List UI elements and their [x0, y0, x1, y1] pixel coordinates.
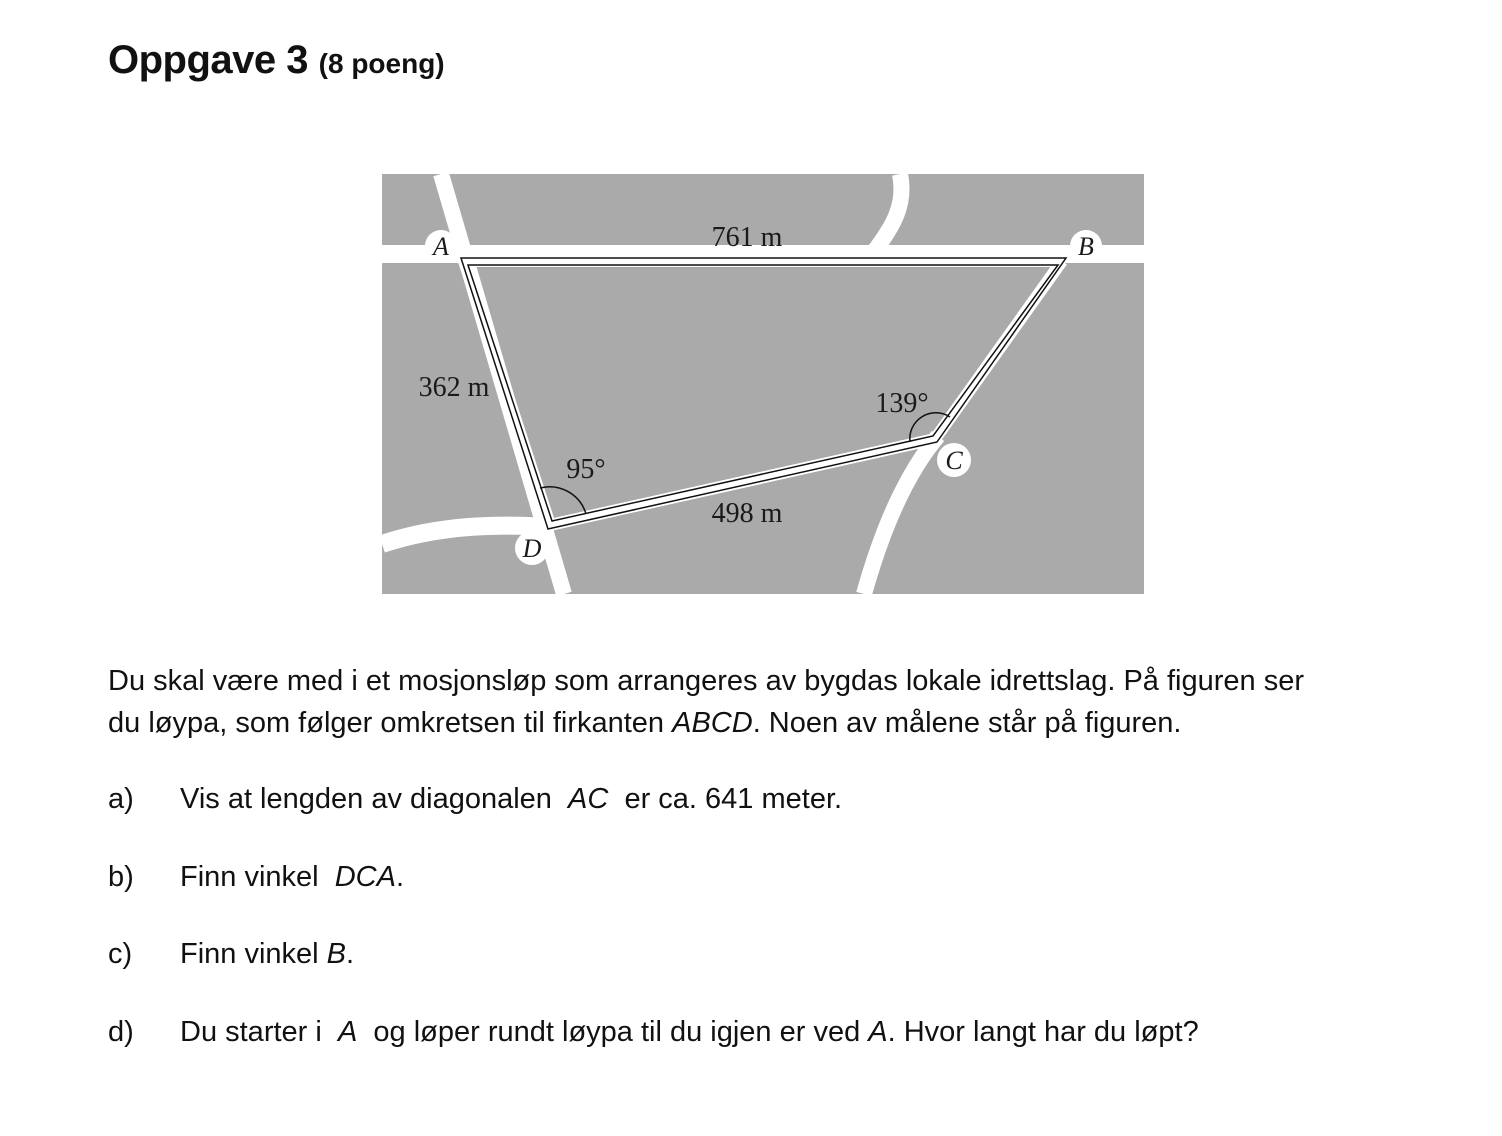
vertex-d-label: D — [522, 534, 542, 563]
angle-c-label: 139° — [875, 388, 929, 419]
subtask-b — [108, 856, 1438, 898]
subtask-list — [108, 778, 1438, 1088]
subtask-d — [108, 1011, 1438, 1053]
subtask-a-text — [180, 778, 842, 820]
route-map-figure — [382, 174, 1144, 594]
subtask-d-letter: d) — [108, 1015, 134, 1048]
subtask-c-text-end: . — [346, 938, 355, 970]
intro-line-1: Du skal være med i et mosjonsløp som arrangeres av bygdas lokale idrettslag. På figuren ser — [108, 665, 1304, 697]
vertex-c-label: C — [945, 446, 963, 475]
task-title-text: Oppgave 3 — [108, 38, 309, 82]
subtask-d-text-middle: og løper rundt løypa til du igjen er ved — [357, 1015, 869, 1048]
route-map-svg — [382, 174, 1144, 594]
angle-d-label: 95° — [566, 454, 606, 485]
subtask-c-letter: c) — [108, 938, 133, 970]
task-introduction — [108, 660, 1438, 744]
subtask-b-text — [180, 856, 404, 898]
subtask-a-text-end: er ca. 641 meter. — [608, 783, 843, 815]
subtask-d-text-start: Du starter i — [180, 1015, 338, 1048]
task-title — [108, 40, 445, 80]
subtask-c-italic: B — [326, 938, 347, 970]
side-ab-length: 761 m — [711, 222, 783, 253]
vertex-b-label: B — [1078, 232, 1094, 261]
side-dc-length: 498 m — [711, 498, 783, 529]
subtask-b-text-end: . — [395, 860, 405, 893]
vertex-a-label: A — [433, 232, 449, 261]
subtask-d-text-end: . Hvor langt har du løpt? — [887, 1015, 1199, 1048]
subtask-b-letter: b) — [108, 860, 134, 893]
subtask-a — [108, 778, 1438, 820]
subtask-c — [108, 933, 1438, 975]
task-points: (8 poeng) — [318, 48, 445, 79]
subtask-b-italic: DCA — [334, 860, 396, 893]
intro-line-2-start: du løypa, som følger omkretsen til firkanten — [108, 707, 673, 739]
subtask-a-letter: a) — [108, 783, 134, 815]
intro-quadrilateral-name: ABCD — [672, 707, 753, 739]
subtask-a-italic: AC — [568, 783, 609, 815]
subtask-a-text-start: Vis at lengden av diagonalen — [180, 783, 569, 815]
subtask-d-italic: A — [337, 1015, 358, 1048]
subtask-b-text-start: Finn vinkel — [180, 860, 335, 893]
subtask-d-italic-2: A — [868, 1015, 888, 1048]
subtask-d-text — [180, 1011, 1199, 1053]
intro-line-2-end: . Noen av målene står på figuren. — [752, 707, 1182, 739]
side-ad-length: 362 m — [418, 372, 490, 403]
subtask-c-text-start: Finn vinkel — [180, 938, 327, 970]
subtask-c-text — [180, 933, 354, 975]
